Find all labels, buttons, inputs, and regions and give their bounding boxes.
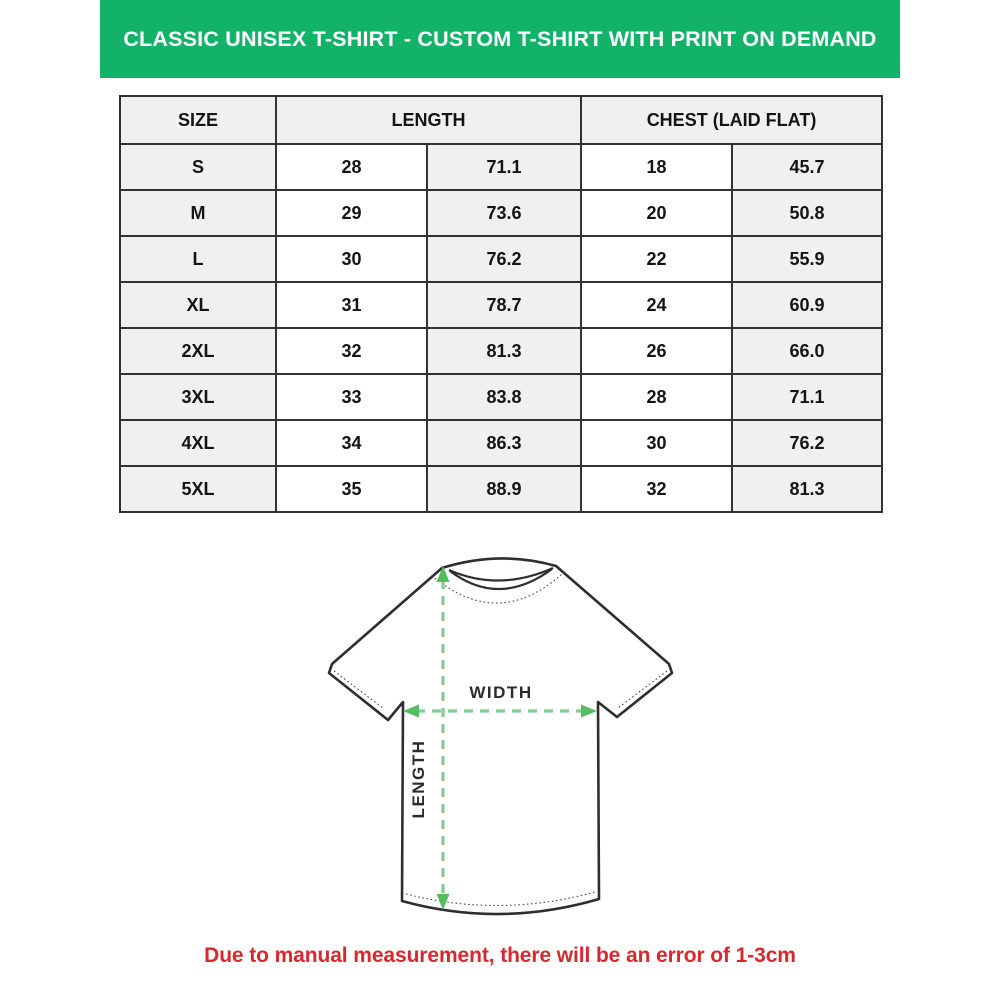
length-cm-cell: 83.8 (427, 374, 581, 420)
chest-cm-cell: 76.2 (732, 420, 882, 466)
length-in-cell: 28 (276, 144, 427, 190)
chest-cm-cell: 66.0 (732, 328, 882, 374)
chest-cm-cell: 50.8 (732, 190, 882, 236)
chest-in-cell: 18 (581, 144, 732, 190)
header-chest: CHEST (LAID FLAT) (581, 96, 882, 144)
tshirt-outline-icon (329, 558, 672, 914)
length-cm-cell: 81.3 (427, 328, 581, 374)
tshirt-measurement-diagram (303, 546, 697, 938)
size-cell: S (120, 144, 276, 190)
length-in-cell: 31 (276, 282, 427, 328)
chest-cm-cell: 45.7 (732, 144, 882, 190)
table-row (120, 190, 882, 236)
length-cm-cell: 76.2 (427, 236, 581, 282)
length-in-cell: 32 (276, 328, 427, 374)
chest-in-cell: 28 (581, 374, 732, 420)
page-title: CLASSIC UNISEX T-SHIRT - CUSTOM T-SHIRT WITH PRINT ON DEMAND (123, 26, 877, 51)
length-in-cell: 33 (276, 374, 427, 420)
length-in-cell: 29 (276, 190, 427, 236)
table-row (120, 466, 882, 512)
measurement-disclaimer: Due to manual measurement, there will be an error of 1-3cm (204, 944, 796, 967)
length-label: LENGTH (409, 739, 428, 819)
length-cm-cell: 88.9 (427, 466, 581, 512)
chest-cm-cell: 60.9 (732, 282, 882, 328)
chest-in-cell: 22 (581, 236, 732, 282)
chest-in-cell: 24 (581, 282, 732, 328)
chest-in-cell: 20 (581, 190, 732, 236)
length-cm-cell: 86.3 (427, 420, 581, 466)
size-cell: 3XL (120, 374, 276, 420)
table-row (120, 236, 882, 282)
size-cell: L (120, 236, 276, 282)
chest-cm-cell: 71.1 (732, 374, 882, 420)
length-cm-cell: 71.1 (427, 144, 581, 190)
size-cell: 5XL (120, 466, 276, 512)
chest-in-cell: 26 (581, 328, 732, 374)
chest-cm-cell: 55.9 (732, 236, 882, 282)
size-cell: M (120, 190, 276, 236)
length-in-cell: 34 (276, 420, 427, 466)
width-label: WIDTH (469, 683, 533, 702)
table-row (120, 420, 882, 466)
title-banner (100, 0, 900, 78)
length-cm-cell: 78.7 (427, 282, 581, 328)
table-row (120, 374, 882, 420)
chest-cm-cell: 81.3 (732, 466, 882, 512)
header-length: LENGTH (276, 96, 581, 144)
size-cell: 4XL (120, 420, 276, 466)
table-header-row (120, 96, 882, 144)
size-chart-table (119, 95, 883, 513)
chest-in-cell: 32 (581, 466, 732, 512)
size-cell: 2XL (120, 328, 276, 374)
table-row (120, 328, 882, 374)
length-in-cell: 35 (276, 466, 427, 512)
length-cm-cell: 73.6 (427, 190, 581, 236)
length-in-cell: 30 (276, 236, 427, 282)
header-size: SIZE (120, 96, 276, 144)
table-row (120, 282, 882, 328)
chest-in-cell: 30 (581, 420, 732, 466)
size-cell: XL (120, 282, 276, 328)
table-row (120, 144, 882, 190)
